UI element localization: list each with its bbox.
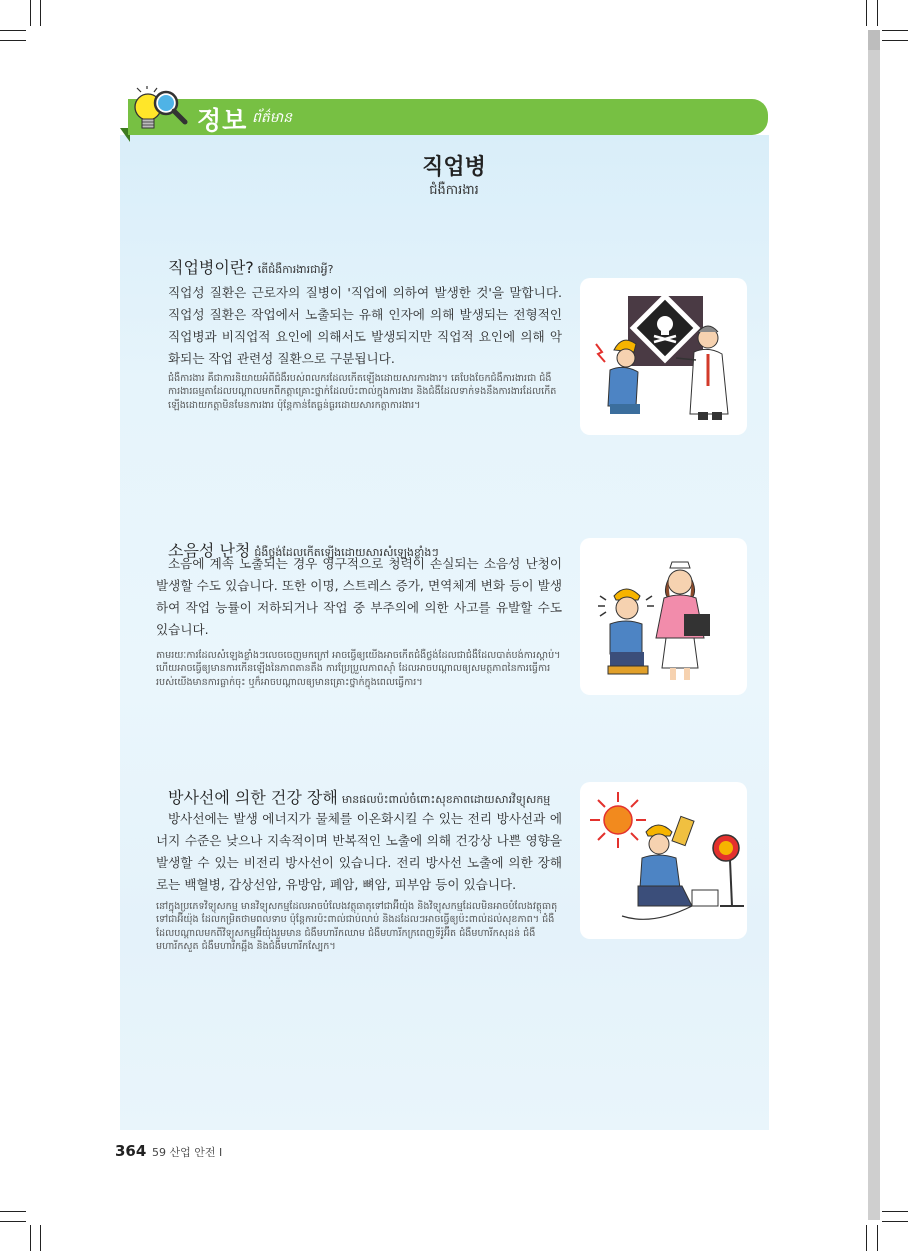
section-heading-km: មានផលប៉ះពាល់ចំពោះសុខភាពដោយសារវិទ្យុសកម្ម <box>341 793 551 806</box>
section-body-ko: 소음에 계속 노출되는 경우 영구적으로 청력이 손실되는 소음성 난청이 발생할 수도 있습니다. 또한 이명, 스트레스 증가, 면역체계 변화 등이 발생하여 작업 능률이 저하되거나 작업 중 부주의에 의한 사고를 유발할 수도 있습니다. <box>156 556 562 637</box>
section-heading-ko: 소음성 난청 <box>168 541 251 560</box>
illustration-occupational-disease <box>580 278 747 435</box>
crop-mark <box>0 1221 26 1222</box>
section-body-ko: 직업성 질환은 근로자의 질병이 '직업에 의하여 발생한 것'을 말합니다. 직업성 질환은 작업에서 노출되는 유해 인자에 의해 발생되는 전형적인 직업병과 비직업적 요인에 의해서도 발생되지만 직업적 요인에 의해 악화되는 작업 관련성 질환으로 구분됩니다. <box>168 285 562 366</box>
crop-mark <box>30 0 31 26</box>
section-heading <box>168 255 333 279</box>
crop-mark <box>882 1211 908 1212</box>
section-body-km: នៅក្នុងប្រភេទវិទ្យុសកម្ម មានវិទ្យុសកម្មដែលអាចបំលែងវត្ថុធាតុទៅជាអ៊ីយ៉ុង និងវិទ្យុសកម្មដែលមិនអាចបំលែងវត្ថុធាតុទៅជាអ៊ីយ៉ុង ដែលកម្រិតថាមពលទាប ប៉ុន្តែការប៉ះពាល់ជាប់លាប់ និងដដែលៗអាចធ្វើឲ្យប៉ះពាល់ដល់សុខភាព។ ជំងឺដែលបណ្តាលមកពីវិទ្យុសកម្មអ៊ីយ៉ុងរួមមាន ជំងឺមហារីកឈាម ជំងឺមហារីកក្រពេញទីរ៉ូអ៊ីត ជំងឺមហារីកសុដន់ ជំងឺមហារីកសួត ជំងឺមហារីកឆ្អឹង និងជំងឺមហារីកស្បែក។ <box>156 901 558 953</box>
header-subtitle: ព័ត៌មាន <box>252 110 292 126</box>
crop-mark <box>0 30 26 31</box>
crop-mark <box>40 0 41 26</box>
crop-mark <box>877 1225 878 1251</box>
section-body-km: ជំងឺការងារ គឺជាការនិយាយអំពីជំងឺរបស់ពលករដែលកើតឡើងដោយសារការងារ។ គេបែងចែកជំងឺការងារជា ជំងឺការងារធម្មតាដែលបណ្តាលមកពីកត្តាគ្រោះថ្នាក់ដែលប៉ះពាល់ក្នុងការងារ និងជំងឺដែលទាក់ទងនឹងការងារដែលកើតឡើងដោយកត្តាមិនមែនការងារ ប៉ុន្តែកាន់តែធ្ងន់ធ្ងរដោយសារកត្តាការងារ។ <box>168 373 557 411</box>
page-number: 364 <box>115 1142 147 1160</box>
section-heading-km: ជំងឺថ្លង់ដែលកើតឡើងដោយសារសំឡេងខ្លាំងៗ <box>254 546 439 559</box>
crop-mark <box>0 40 26 41</box>
section-heading <box>168 785 550 809</box>
header-title: 정보 <box>197 106 248 135</box>
section-heading-ko: 방사선에 의한 건강 장해 <box>168 788 338 807</box>
section-heading-km: តើជំងឺការងារជាអ្វី? <box>257 263 334 276</box>
crop-mark <box>866 0 867 26</box>
illustration-radiation-health <box>580 782 747 939</box>
crop-mark <box>30 1225 31 1251</box>
lightbulb-magnifier-icon <box>133 86 193 138</box>
crop-mark <box>877 0 878 26</box>
section-body-km: តាមរយៈការដែលសំឡេងខ្លាំងៗលេចចេញមកក្រៅ អាចធ្វើឲ្យយើងអាចកើតជំងឺថ្លង់ដែលជាជំងឺដែលបាត់បង់ការស្តាប់។ ហើយអាចធ្វើឲ្យមានការកើនឡើងនៃភាពតានតឹង ការប្រែប្រួលភាពស៊ាំ ដែលអាចបណ្តាលឲ្យសមត្ថភាពនៃការធ្វើការរបស់យើងមានការធ្លាក់ចុះ ឬក៏អាចបណ្តាលឲ្យមានគ្រោះថ្នាក់ក្នុងពេលធ្វើការ។ <box>156 650 561 688</box>
illustration-noise-hearing-loss <box>580 538 747 695</box>
crop-mark <box>882 1221 908 1222</box>
page-subtitle: ជំងឺការងារ <box>429 183 479 198</box>
section-heading-ko: 직업병이란? <box>168 258 254 277</box>
page-edge-strip <box>868 30 880 1220</box>
page-title: 직업병 <box>422 155 486 180</box>
crop-mark <box>866 1225 867 1251</box>
crop-mark <box>882 30 908 31</box>
page-edge-strip-tab <box>868 30 880 50</box>
crop-mark <box>0 1211 26 1212</box>
crop-mark <box>40 1225 41 1251</box>
crop-mark <box>882 40 908 41</box>
footer-running-title: 59 산업 안전 I <box>152 1146 223 1159</box>
section-body-ko: 방사선에는 발생 에너지가 물체를 이온화시킬 수 있는 전리 방사선과 에너지 수준은 낮으나 지속적이며 반복적인 노출에 의해 건강상 나쁜 영향을 발생할 수 있는 비전리 방사선이 있습니다. 전리 방사선 노출에 의한 장해로는 백혈병, 갑상선암, 유방암, 폐암, 뼈암, 피부암 등이 있습니다. <box>156 811 562 892</box>
